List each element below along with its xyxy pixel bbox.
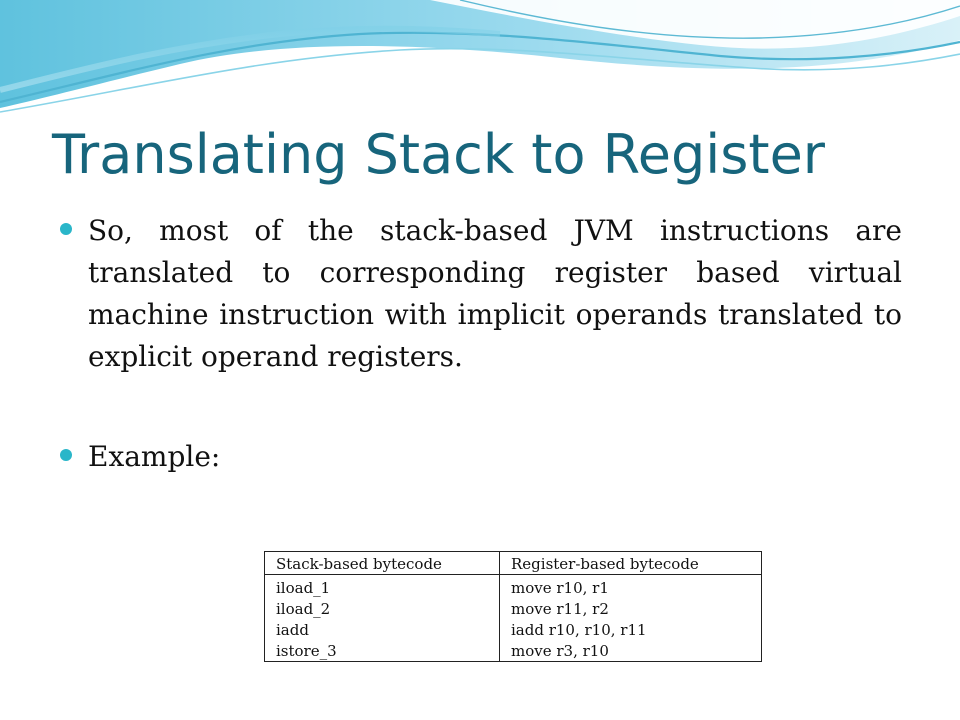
bullet-item xyxy=(60,436,902,478)
stack-cell: iload_2 xyxy=(265,598,500,619)
slide-title: Translating Stack to Register xyxy=(52,123,826,186)
bullet-dot-icon xyxy=(60,449,72,461)
top-wave-decoration xyxy=(0,0,960,120)
stack-cell: istore_3 xyxy=(265,640,500,662)
bullet-text: Example: xyxy=(88,440,221,473)
bullet-item xyxy=(60,210,902,378)
bytecode-example-figure xyxy=(264,551,762,665)
stack-cell: iadd xyxy=(265,619,500,640)
table-row xyxy=(265,598,762,619)
register-cell: move r10, r1 xyxy=(511,578,609,597)
bullet-text: So, most of the stack-based JVM instructions are translated to corresponding register based virtual machine instruction with implicit operands translated to explicit operand registers. xyxy=(88,214,902,373)
table-row xyxy=(265,619,762,640)
register-cell: iadd r10, r10, r11 xyxy=(511,620,647,639)
bullet-list xyxy=(60,210,902,478)
bytecode-table xyxy=(264,551,762,662)
stack-cell: iload_1 xyxy=(265,575,500,599)
table-row xyxy=(265,640,762,662)
column-header-stack: Stack-based bytecode xyxy=(265,552,500,575)
register-cell: move r3, r10 xyxy=(511,641,609,660)
bullet-dot-icon xyxy=(60,223,72,235)
table-row xyxy=(265,575,762,599)
register-cell: move r11, r2 xyxy=(511,599,609,618)
table-header-row xyxy=(265,552,762,575)
column-header-register: Register-based bytecode xyxy=(500,552,762,575)
